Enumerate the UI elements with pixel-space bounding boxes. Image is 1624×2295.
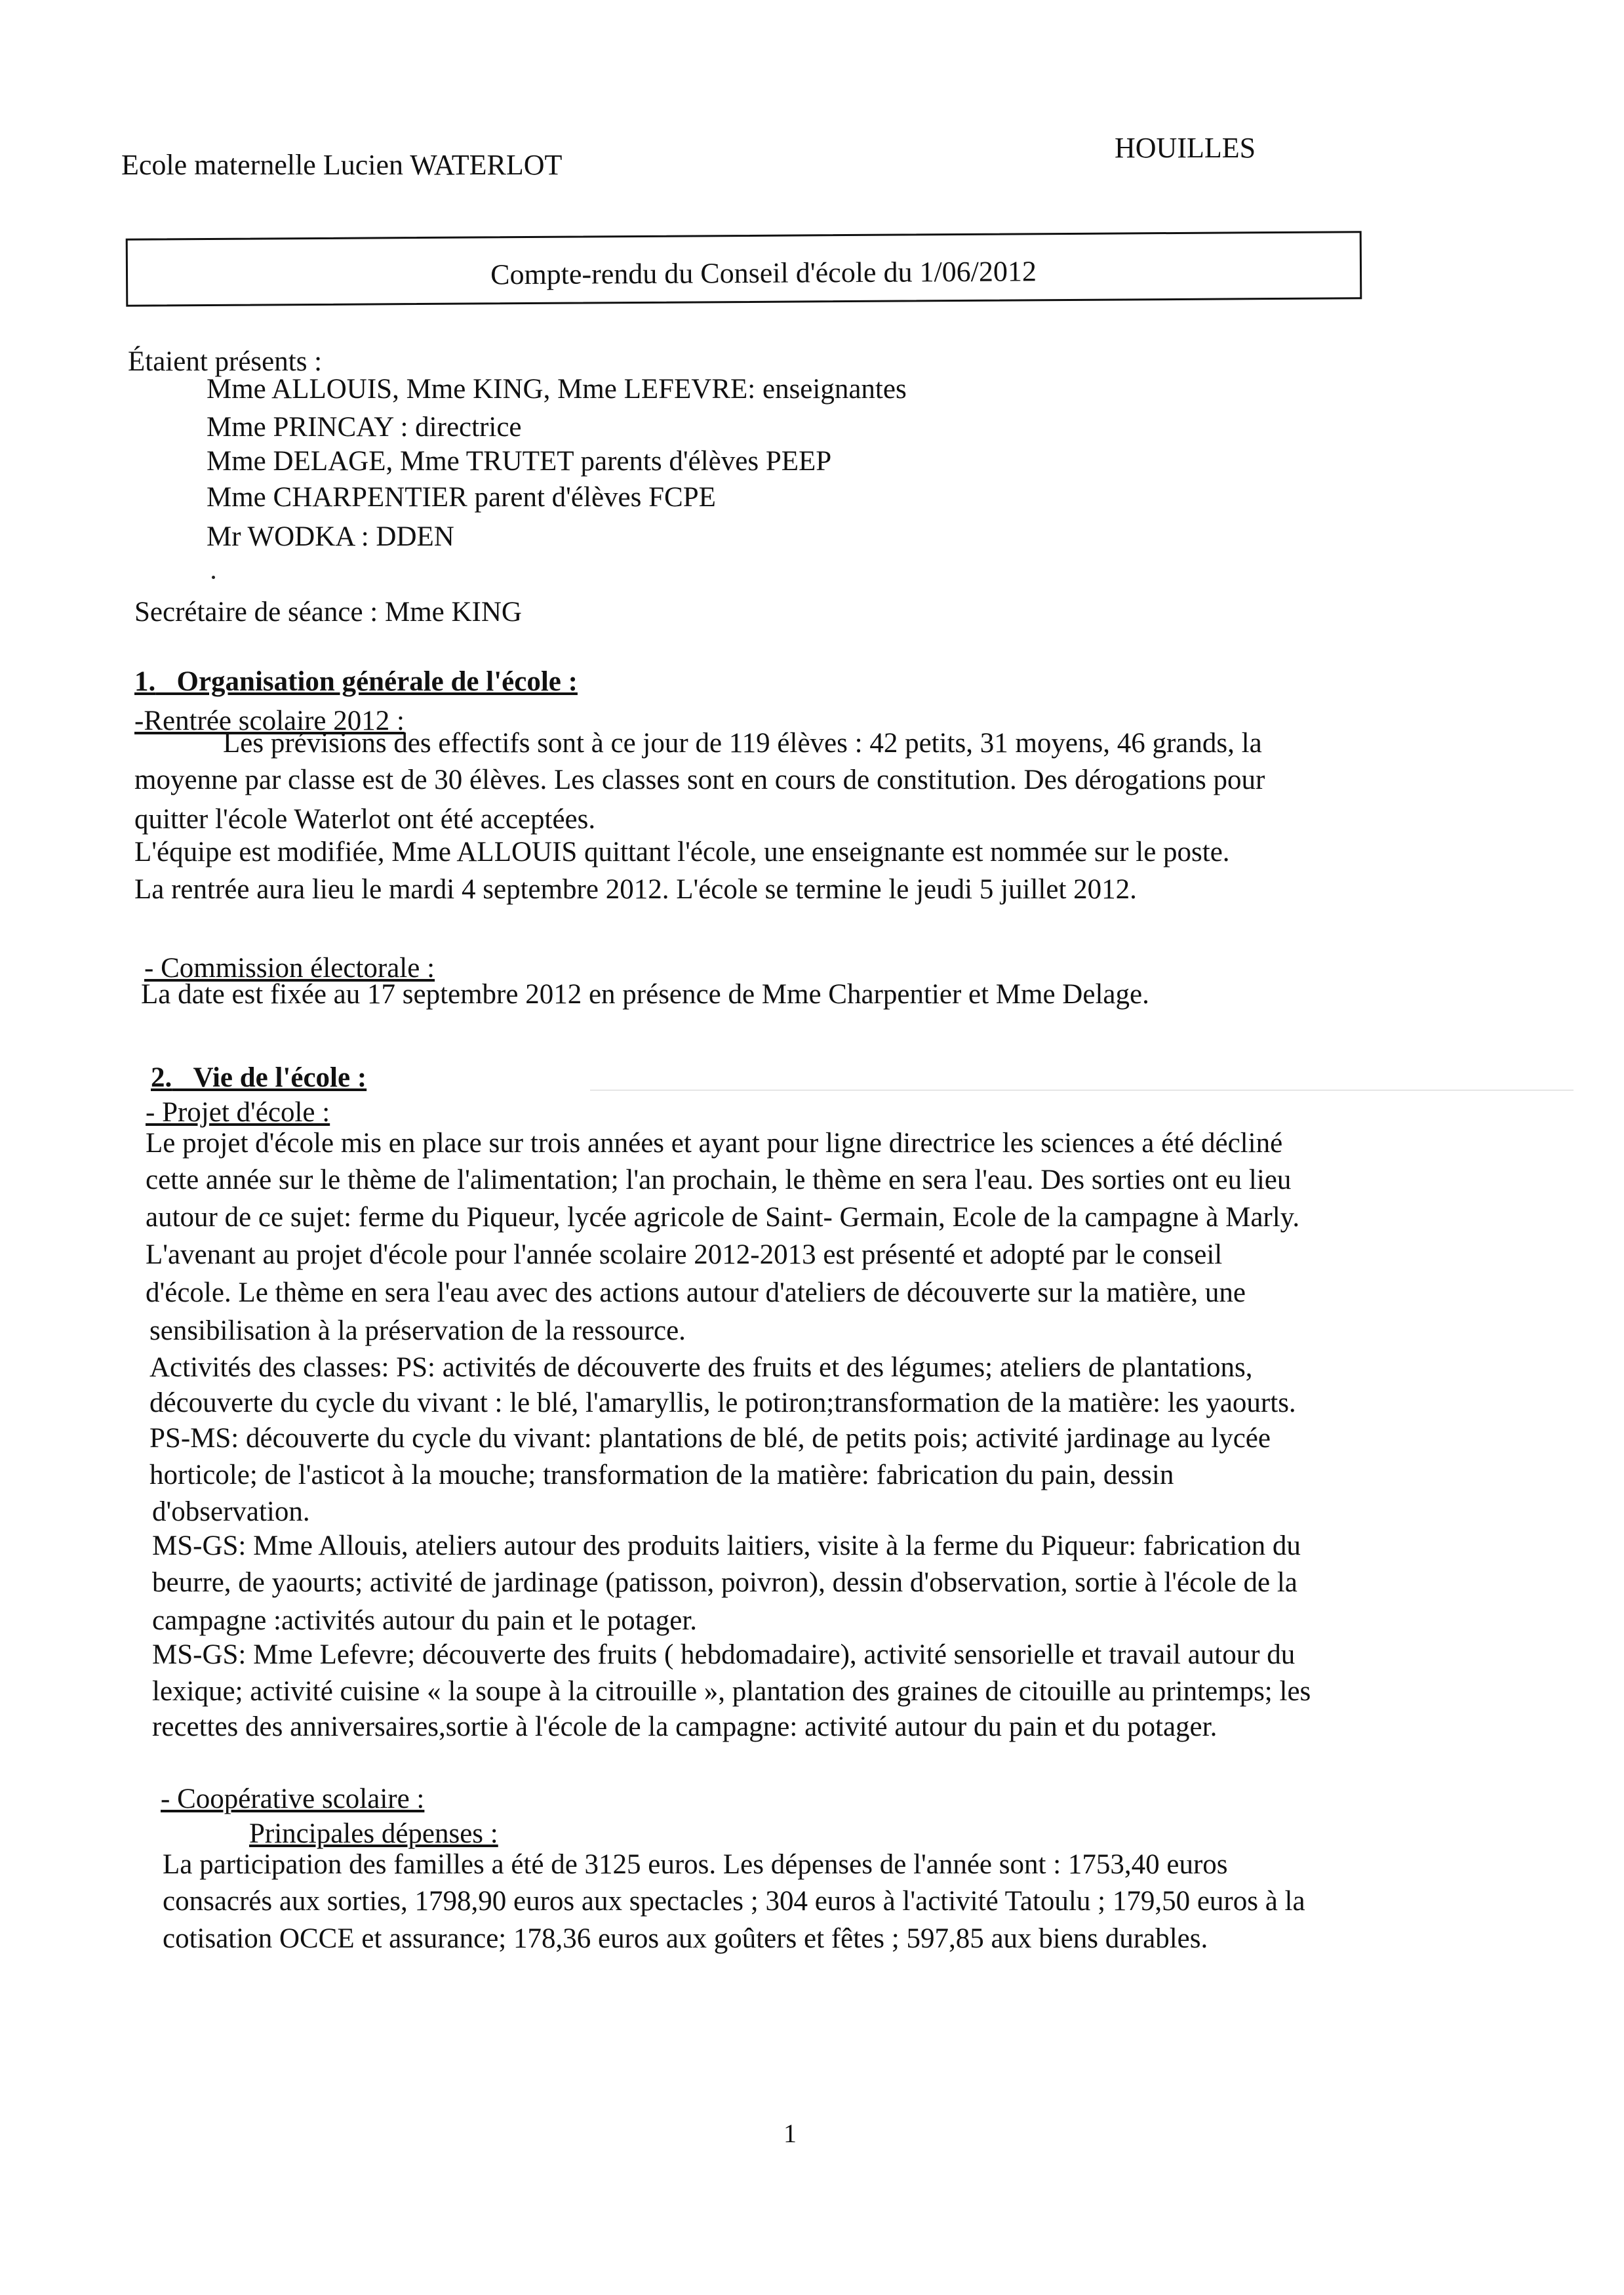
projet-line: sensibilisation à la préservation de la ressource. bbox=[149, 1315, 686, 1346]
projet-line: beurre, de yaourts; activité de jardinage (patisson, poivron), dessin d'observation, sortie à l'école de la bbox=[152, 1567, 1297, 1598]
projet-line: découverte du cycle du vivant : le blé, l'amaryllis, le potiron;transformation de la matière: les yaourts. bbox=[149, 1387, 1296, 1418]
projet-line: campagne :activités autour du pain et le potager. bbox=[152, 1605, 698, 1636]
attendance-line: Mme PRINCAY : directrice bbox=[207, 412, 522, 443]
attendance-line: Mme CHARPENTIER parent d'élèves FCPE bbox=[207, 482, 716, 513]
secretary-line: Secrétaire de séance : Mme KING bbox=[134, 597, 522, 628]
rentree-line: Les prévisions des effectifs sont à ce jour de 119 élèves : 42 petits, 31 moyens, 46 grands, la bbox=[223, 728, 1262, 759]
projet-line: lexique; activité cuisine « la soupe à la citrouille », plantation des graines de citouille au printemps; les bbox=[152, 1676, 1311, 1707]
attendance-line: Mr WODKA : DDEN bbox=[207, 521, 454, 552]
title-box bbox=[126, 231, 1362, 307]
page-number: 1 bbox=[783, 2119, 797, 2148]
coop-line: La participation des familles a été de 3125 euros. Les dépenses de l'année sont : 1753,40 euros bbox=[163, 1849, 1228, 1880]
projet-line: Activités des classes: PS: activités de découverte des fruits et des légumes; ateliers de plantations, bbox=[149, 1352, 1253, 1383]
section-2-title: Vie de l'école : bbox=[193, 1062, 367, 1093]
stray-dot bbox=[212, 576, 215, 579]
projet-line: horticole; de l'asticot à la mouche; transformation de la matière: fabrication du pain, dessin bbox=[149, 1460, 1174, 1490]
projet-line: MS-GS: Mme Lefevre; découverte des fruits ( hebdomadaire), activité sensorielle et travail autour du bbox=[152, 1639, 1296, 1670]
attendance-line: Mme ALLOUIS, Mme KING, Mme LEFEVRE: enseignantes bbox=[207, 374, 907, 405]
section-1-number: 1. bbox=[134, 666, 156, 697]
section-2-number: 2. bbox=[151, 1062, 172, 1093]
city-name: HOUILLES bbox=[1115, 132, 1256, 164]
rentree-line: moyenne par classe est de 30 élèves. Les classes sont en cours de constitution. Des dérogations pour bbox=[134, 765, 1265, 795]
projet-line: d'école. Le thème en sera l'eau avec des actions autour d'ateliers de découverte sur la matière, une bbox=[146, 1277, 1246, 1308]
projet-line: cette année sur le thème de l'alimentation; l'an prochain, le thème en sera l'eau. Des sorties ont eu lieu bbox=[146, 1165, 1292, 1195]
rentree-line: L'équipe est modifiée, Mme ALLOUIS quittant l'école, une enseignante est nommée sur le poste. bbox=[134, 837, 1230, 868]
section-1-title: Organisation générale de l'école : bbox=[176, 666, 578, 697]
projet-line: PS-MS: découverte du cycle du vivant: plantations de blé, de petits pois; activité jardinage au lycée bbox=[149, 1423, 1271, 1454]
projet-line: d'observation. bbox=[152, 1496, 310, 1527]
rentree-line: La rentrée aura lieu le mardi 4 septembre 2012. L'école se termine le jeudi 5 juillet 2012. bbox=[134, 874, 1137, 905]
section-1-heading bbox=[134, 668, 578, 696]
projet-line: recettes des anniversaires,sortie à l'école de la campagne: activité autour du pain et du potager. bbox=[152, 1711, 1218, 1742]
projet-line: MS-GS: Mme Allouis, ateliers autour des produits laitiers, visite à la ferme du Piqueur: fabrication du bbox=[152, 1530, 1301, 1561]
subheading-commission: - Commission électorale : bbox=[144, 953, 435, 984]
projet-line: L'avenant au projet d'école pour l'année scolaire 2012-2013 est présenté et adopté par le conseil bbox=[146, 1239, 1223, 1270]
projet-line: Le projet d'école mis en place sur trois années et ayant pour ligne directrice les sciences a été décliné bbox=[146, 1128, 1283, 1159]
coop-line: cotisation OCCE et assurance; 178,36 euros aux goûters et fêtes ; 597,85 aux biens durables. bbox=[163, 1923, 1208, 1954]
school-name: Ecole maternelle Lucien WATERLOT bbox=[121, 149, 563, 181]
attendance-label: Étaient présents : bbox=[128, 346, 323, 377]
subheading-cooperative: - Coopérative scolaire : bbox=[161, 1784, 425, 1814]
subheading-rentree: -Rentrée scolaire 2012 : bbox=[134, 706, 405, 736]
commission-text: La date est fixée au 17 septembre 2012 en présence de Mme Charpentier et Mme Delage. bbox=[141, 979, 1149, 1010]
section-2-heading bbox=[151, 1064, 366, 1092]
coop-line: consacrés aux sorties, 1798,90 euros aux spectacles ; 304 euros à l'activité Tatoulu ; 179,50 euros à la bbox=[163, 1886, 1305, 1917]
projet-line: autour de ce sujet: ferme du Piqueur, lycée agricole de Saint- Germain, Ecole de la campagne à Marly. bbox=[146, 1202, 1300, 1233]
document-title: Compte-rendu du Conseil d'école du 1/06/2012 bbox=[490, 255, 1037, 291]
attendance-line: Mme DELAGE, Mme TRUTET parents d'élèves PEEP bbox=[207, 446, 832, 477]
subheading-projet: - Projet d'école : bbox=[146, 1097, 330, 1128]
rentree-line: quitter l'école Waterlot ont été acceptées. bbox=[134, 804, 596, 835]
subheading-depenses: Principales dépenses : bbox=[249, 1818, 498, 1849]
